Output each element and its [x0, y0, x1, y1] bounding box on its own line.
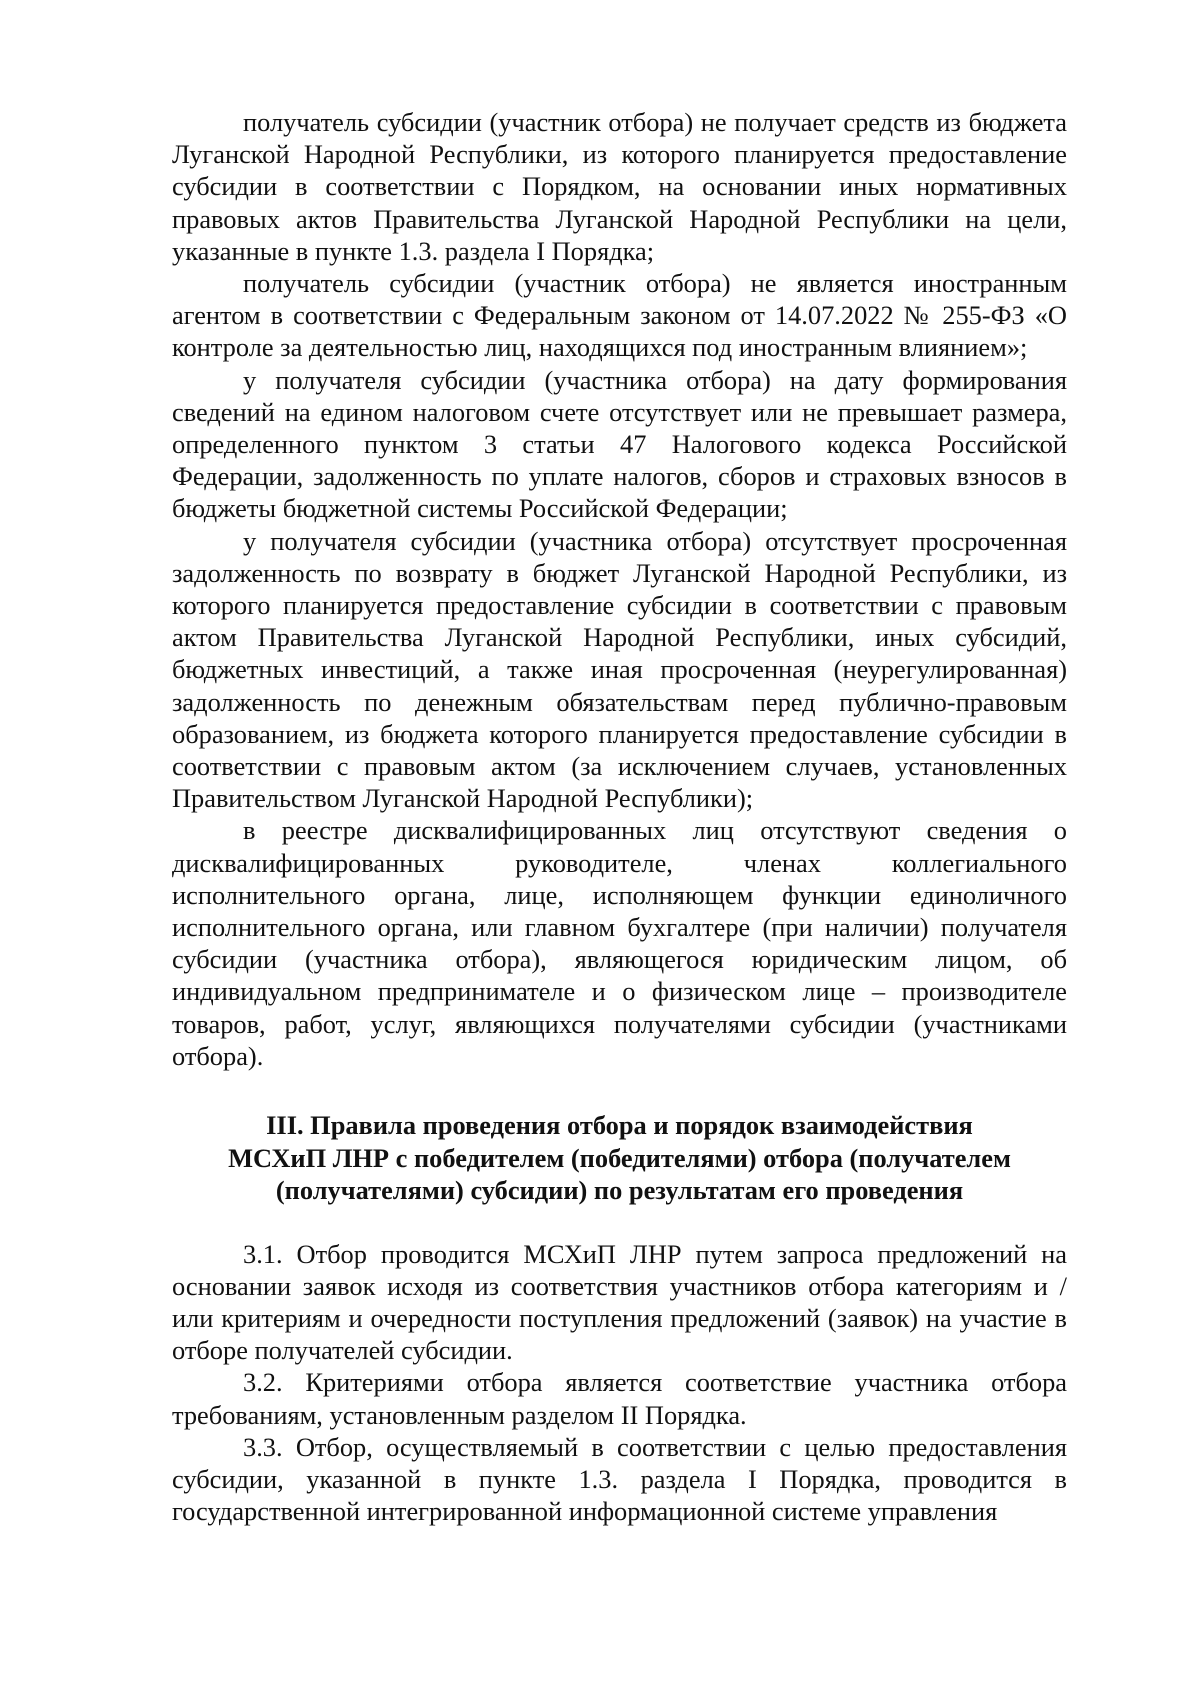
section-heading	[172, 1109, 1067, 1207]
section-heading-line-3: (получателями) субсидии) по результатам его проведения	[275, 1175, 964, 1206]
paragraph-no-budget-funds: получатель субсидии (участник отбора) не получает средств из бюджета Луганской Народной Республики, из которого планируется предоставление субсидии в соответствии с Порядком, на основании иных нормативных правовых актов Правительства Луганской Народной Республики на цели, указанные в пункте 1.3. раздела I Порядка;	[172, 107, 1067, 266]
section-heading-line-2: МСХиП ЛНР с победителем (победителями) отбора (получателем	[228, 1142, 1011, 1173]
section-heading-line-1: III. Правила проведения отбора и порядок взаимодействия	[266, 1110, 973, 1141]
paragraph-3-1: 3.1. Отбор проводится МСХиП ЛНР путем запроса предложений на основании заявок исходя из соответствия участников отбора категориям и / или критериям и очередности поступления предложений (заявок) на участие в отборе получателей субсидии.	[172, 1238, 1067, 1366]
paragraph-overdue-debt: у получателя субсидии (участника отбора) отсутствует просроченная задолженность по возврату в бюджет Луганской Народной Республики, из которого планируется предоставление субсидии в соответствии с правовым актом Правительства Луганской Народной Республики, иных субсидий, бюджетных инвестиций, а также иная просроченная (неурегулированная) задолженность по денежным обязательствам перед публично-правовым образованием, из бюджета которого планируется предоставление субсидии в соответствии с правовым актом (за исключением случаев, установленных Правительством Луганской Народной Республики);	[172, 525, 1067, 814]
paragraph-3-2: 3.2. Критериями отбора является соответствие участника отбора требованиям, установленным разделом II Порядка.	[172, 1367, 1067, 1430]
paragraph-disqualified-registry: в реестре дисквалифицированных лиц отсутствуют сведения о дисквалифицированных руководителе, членах коллегиального исполнительного органа, лице, исполняющем функции единоличного исполнительного органа, или главном бухгалтере (при наличии) получателя субсидии (участника отбора), являющегося юридическим лицом, об индивидуальном предпринимателе и о физическом лице – производителе товаров, работ, услуг, являющихся получателями субсидии (участниками отбора).	[172, 815, 1067, 1071]
paragraph-not-foreign-agent: получатель субсидии (участник отбора) не является иностранным агентом в соответствии с Федеральным законом от 14.07.2022 № 255-ФЗ «О контроле за деятельностью лиц, находящихся под иностранным влиянием»;	[172, 268, 1067, 363]
paragraph-3-3: 3.3. Отбор, осуществляемый в соответствии с целью предоставления субсидии, указанной в пункте 1.3. раздела I Порядка, проводится в государственной интегрированной информационной системе управления	[172, 1431, 1067, 1527]
document-page	[172, 106, 1067, 1527]
paragraph-tax-debt: у получателя субсидии (участника отбора) на дату формирования сведений на едином налоговом счете отсутствует или не превышает размера, определенного пунктом 3 статьи 47 Налогового кодекса Российской Федерации, задолженность по уплате налогов, сборов и страховых взносов в бюджеты бюджетной системы Российской Федерации;	[172, 364, 1067, 524]
